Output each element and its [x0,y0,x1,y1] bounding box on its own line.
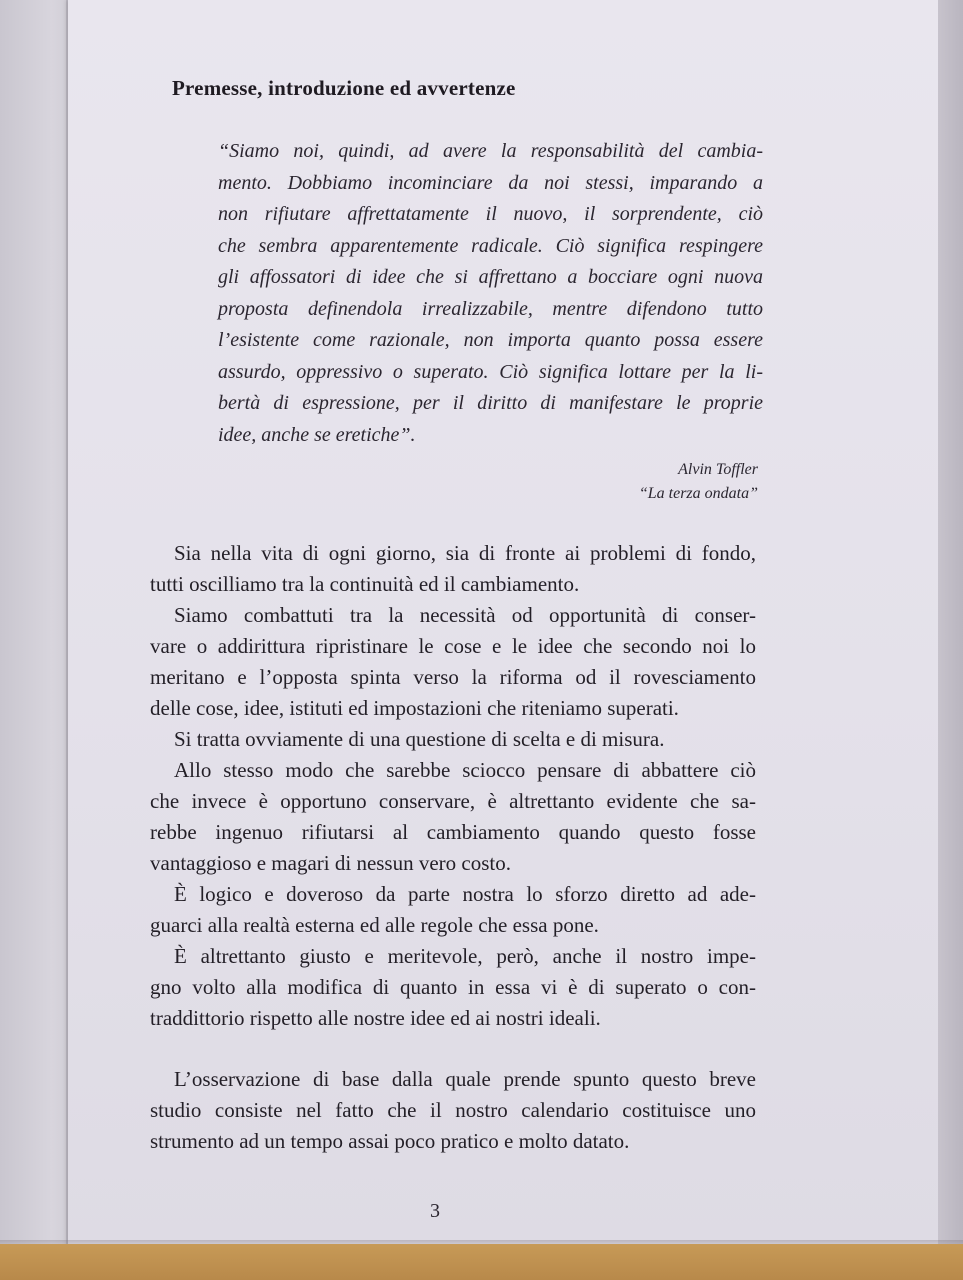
body-line: studio consiste nel fatto che il nostro calendario costituisce uno [150,1098,756,1122]
body-line: Si tratta ovviamente di una questione di scelta e di misura. [174,727,665,751]
quote-line: mento. Dobbiamo incominciare da noi stessi, imparando a [218,171,763,194]
quote-line: gli affossatori di idee che si affrettano a bocciare ogni nuova [218,266,763,288]
quote-line: idee, anche se eretiche”. [218,423,416,446]
page-number: 3 [430,1200,440,1222]
body-line: che invece è opportuno conservare, è altrettanto evidente che sa- [150,789,756,813]
body-line: vantaggioso e magari di nessun vero costo. [150,851,511,875]
wooden-desk [0,1244,963,1280]
quote-line: assurdo, oppressivo o superato. Ciò significa lottare per la li- [218,360,763,383]
quote-source: “La terza ondata” [638,485,758,502]
body-line: Siamo combattuti tra la necessità od opportunità di conser- [174,603,756,627]
body-line: strumento ad un tempo assai poco pratico e molto datato. [150,1129,630,1153]
quote-line: proposta definendola irrealizzabile, mentre difendono tutto [218,297,763,320]
quote-author: Alvin Toffler [678,461,758,478]
quote-line: l’esistente come razionale, non importa quanto possa essere [218,329,763,351]
page-gutter [0,0,74,1280]
body-line: tutti oscilliamo tra la continuità ed il cambiamento. [150,572,580,596]
body-line: Allo stesso modo che sarebbe sciocco pensare di abbattere ciò [174,758,756,782]
body-line: Sia nella vita di ogni giorno, sia di fronte ai problemi di fondo, [174,541,756,565]
body-line: traddittorio rispetto alle nostre idee ed ai nostri ideali. [150,1006,601,1030]
book-right-edge [938,0,963,1248]
body-line: rebbe ingenuo rifiutarsi al cambiamento quando questo fosse [150,820,756,844]
quote-attribution [639,458,758,506]
epigraph-quote [218,136,763,451]
body-line: guarci alla realtà esterna ed alle regole che essa pone. [150,913,599,937]
quote-line: non rifiutare affrettatamente il nuovo, il sorprendente, ciò [218,203,763,225]
body-line: vare o addirittura ripristinare le cose e le idee che secondo noi lo [150,634,756,658]
body-line: meritano e l’opposta spinta verso la riforma od il rovesciamento [150,665,756,689]
body-line: delle cose, idee, istituti ed impostazioni che riteniamo superati. [150,696,679,720]
body-line: È logico e doveroso da parte nostra lo sforzo diretto ad ade- [174,882,756,906]
section-heading: Premesse, introduzione ed avvertenze [172,76,516,100]
body-line: gno volto alla modifica di quanto in essa vi è di superato o con- [150,975,756,999]
body-line: L’osservazione di base dalla quale prende spunto questo breve [174,1067,756,1091]
quote-line: che sembra apparentemente radicale. Ciò significa respingere [218,234,763,257]
body-text [150,538,756,1157]
paragraph-gap [150,1034,756,1064]
body-line: È altrettanto giusto e meritevole, però, anche il nostro impe- [174,944,756,968]
quote-line: “Siamo noi, quindi, ad avere la responsabilità del cambia- [218,140,763,162]
quote-line: bertà di espressione, per il diritto di manifestare le proprie [218,392,763,414]
